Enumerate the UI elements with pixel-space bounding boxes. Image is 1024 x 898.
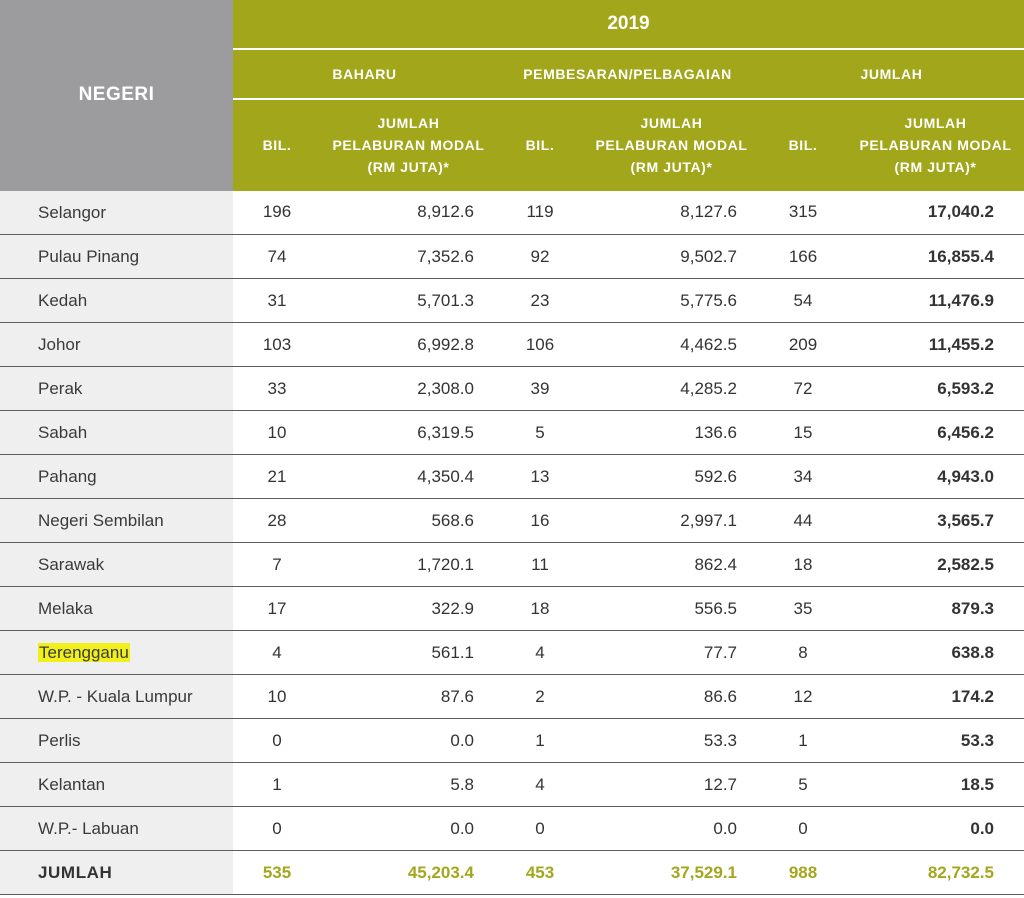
- state-name: Pahang: [0, 455, 233, 499]
- baharu-bil-cell: 535: [233, 851, 321, 895]
- pembesaran-modal-cell: 37,529.1: [584, 851, 759, 895]
- state-name: W.P.- Labuan: [0, 807, 233, 851]
- jumlah-modal-cell: 53.3: [847, 719, 1024, 763]
- table-row: [0, 499, 1024, 543]
- pembesaran-bil-cell: 16: [496, 499, 584, 543]
- table-row: [0, 543, 1024, 587]
- state-name: Kedah: [0, 279, 233, 323]
- jumlah-bil-cell: 15: [759, 411, 847, 455]
- jumlah-modal-cell: 16,855.4: [847, 235, 1024, 279]
- baharu-bil-cell: 0: [233, 719, 321, 763]
- jumlah-modal-cell: 3,565.7: [847, 499, 1024, 543]
- jumlah-bil-cell: 12: [759, 675, 847, 719]
- group-header-baharu: BAHARU: [233, 49, 496, 99]
- baharu-modal-cell: 5,701.3: [321, 279, 496, 323]
- table-row: [0, 455, 1024, 499]
- baharu-bil-cell: 1: [233, 763, 321, 807]
- jumlah-modal-cell: 17,040.2: [847, 191, 1024, 235]
- table-row: [0, 235, 1024, 279]
- jumlah-modal-cell: 638.8: [847, 631, 1024, 675]
- jumlah-modal-cell: 4,943.0: [847, 455, 1024, 499]
- baharu-modal-cell: 1,720.1: [321, 543, 496, 587]
- baharu-modal-cell: 568.6: [321, 499, 496, 543]
- pembesaran-modal-cell: 556.5: [584, 587, 759, 631]
- total-label: JUMLAH: [0, 851, 233, 895]
- baharu-modal-cell: 0.0: [321, 719, 496, 763]
- jumlah-bil-cell: 18: [759, 543, 847, 587]
- pembesaran-bil-cell: 453: [496, 851, 584, 895]
- group-header-jumlah: JUMLAH: [759, 49, 1024, 99]
- pembesaran-modal-cell: 4,462.5: [584, 323, 759, 367]
- jumlah-bil-cell: 54: [759, 279, 847, 323]
- table-row: [0, 191, 1024, 235]
- bil-header: BIL.: [233, 99, 321, 190]
- modal-header-line: JUMLAH: [904, 115, 967, 132]
- pembesaran-modal-cell: 53.3: [584, 719, 759, 763]
- baharu-modal-cell: 6,992.8: [321, 323, 496, 367]
- pembesaran-bil-cell: 119: [496, 191, 584, 235]
- baharu-bil-cell: 196: [233, 191, 321, 235]
- jumlah-modal-cell: 18.5: [847, 763, 1024, 807]
- jumlah-bil-cell: 315: [759, 191, 847, 235]
- state-name: [0, 631, 233, 675]
- baharu-modal-cell: 561.1: [321, 631, 496, 675]
- pembesaran-modal-cell: 862.4: [584, 543, 759, 587]
- state-name: Pulau Pinang: [0, 235, 233, 279]
- jumlah-bil-cell: 5: [759, 763, 847, 807]
- table-row: [0, 807, 1024, 851]
- table-row: [0, 279, 1024, 323]
- baharu-modal-cell: 87.6: [321, 675, 496, 719]
- jumlah-bil-cell: 72: [759, 367, 847, 411]
- baharu-modal-cell: 4,350.4: [321, 455, 496, 499]
- pembesaran-modal-cell: 4,285.2: [584, 367, 759, 411]
- state-name: Johor: [0, 323, 233, 367]
- baharu-bil-cell: 21: [233, 455, 321, 499]
- modal-header-line: (RM JUTA)*: [630, 159, 713, 176]
- jumlah-modal-cell: 82,732.5: [847, 851, 1024, 895]
- modal-header: [321, 99, 496, 190]
- modal-header-line: (RM JUTA)*: [894, 159, 977, 176]
- state-name: W.P. - Kuala Lumpur: [0, 675, 233, 719]
- year-header: 2019: [233, 0, 1024, 49]
- modal-header: [584, 99, 759, 190]
- baharu-bil-cell: 10: [233, 411, 321, 455]
- jumlah-modal-cell: 11,455.2: [847, 323, 1024, 367]
- jumlah-bil-cell: 35: [759, 587, 847, 631]
- baharu-bil-cell: 28: [233, 499, 321, 543]
- pembesaran-bil-cell: 4: [496, 631, 584, 675]
- table-row: [0, 411, 1024, 455]
- baharu-modal-cell: 5.8: [321, 763, 496, 807]
- baharu-modal-cell: 7,352.6: [321, 235, 496, 279]
- baharu-bil-cell: 0: [233, 807, 321, 851]
- modal-header-line: JUMLAH: [377, 115, 440, 132]
- jumlah-bil-cell: 209: [759, 323, 847, 367]
- table-row: [0, 719, 1024, 763]
- jumlah-bil-cell: 166: [759, 235, 847, 279]
- state-name: Perak: [0, 367, 233, 411]
- pembesaran-bil-cell: 0: [496, 807, 584, 851]
- baharu-bil-cell: 74: [233, 235, 321, 279]
- baharu-modal-cell: 8,912.6: [321, 191, 496, 235]
- pembesaran-bil-cell: 5: [496, 411, 584, 455]
- baharu-modal-cell: 0.0: [321, 807, 496, 851]
- jumlah-modal-cell: 2,582.5: [847, 543, 1024, 587]
- baharu-bil-cell: 17: [233, 587, 321, 631]
- state-name: Kelantan: [0, 763, 233, 807]
- modal-header-line: PELABURAN MODAL: [332, 137, 485, 154]
- pembesaran-modal-cell: 77.7: [584, 631, 759, 675]
- baharu-bil-cell: 10: [233, 675, 321, 719]
- state-name: Melaka: [0, 587, 233, 631]
- pembesaran-bil-cell: 13: [496, 455, 584, 499]
- modal-header-line: PELABURAN MODAL: [595, 137, 748, 154]
- table-row: [0, 367, 1024, 411]
- pembesaran-bil-cell: 18: [496, 587, 584, 631]
- table-row: [0, 587, 1024, 631]
- baharu-bil-cell: 7: [233, 543, 321, 587]
- jumlah-modal-cell: 879.3: [847, 587, 1024, 631]
- pembesaran-modal-cell: 8,127.6: [584, 191, 759, 235]
- jumlah-modal-cell: 11,476.9: [847, 279, 1024, 323]
- highlighted-state-name: Terengganu: [39, 642, 129, 662]
- jumlah-bil-cell: 1: [759, 719, 847, 763]
- bil-header: BIL.: [759, 99, 847, 190]
- baharu-modal-cell: 45,203.4: [321, 851, 496, 895]
- modal-header-line: JUMLAH: [640, 115, 703, 132]
- modal-header-line: PELABURAN MODAL: [859, 137, 1012, 154]
- pembesaran-modal-cell: 592.6: [584, 455, 759, 499]
- pembesaran-modal-cell: 136.6: [584, 411, 759, 455]
- baharu-bil-cell: 4: [233, 631, 321, 675]
- group-header-pembesaran: PEMBESARAN/PELBAGAIAN: [496, 49, 759, 99]
- jumlah-modal-cell: 174.2: [847, 675, 1024, 719]
- pembesaran-modal-cell: 0.0: [584, 807, 759, 851]
- table-row: [0, 763, 1024, 807]
- modal-header: [847, 99, 1024, 190]
- table-row: [0, 323, 1024, 367]
- jumlah-bil-cell: 34: [759, 455, 847, 499]
- jumlah-bil-cell: 8: [759, 631, 847, 675]
- table-body: [0, 191, 1024, 895]
- jumlah-bil-cell: 44: [759, 499, 847, 543]
- jumlah-bil-cell: 0: [759, 807, 847, 851]
- pembesaran-bil-cell: 23: [496, 279, 584, 323]
- pembesaran-modal-cell: 9,502.7: [584, 235, 759, 279]
- jumlah-modal-cell: 6,593.2: [847, 367, 1024, 411]
- jumlah-modal-cell: 0.0: [847, 807, 1024, 851]
- pembesaran-bil-cell: 39: [496, 367, 584, 411]
- baharu-modal-cell: 6,319.5: [321, 411, 496, 455]
- total-row: [0, 851, 1024, 895]
- pembesaran-bil-cell: 1: [496, 719, 584, 763]
- state-name: Perlis: [0, 719, 233, 763]
- baharu-modal-cell: 322.9: [321, 587, 496, 631]
- pembesaran-modal-cell: 12.7: [584, 763, 759, 807]
- pembesaran-bil-cell: 92: [496, 235, 584, 279]
- pembesaran-bil-cell: 106: [496, 323, 584, 367]
- pembesaran-bil-cell: 4: [496, 763, 584, 807]
- pembesaran-modal-cell: 2,997.1: [584, 499, 759, 543]
- bil-header: BIL.: [496, 99, 584, 190]
- jumlah-modal-cell: 6,456.2: [847, 411, 1024, 455]
- pembesaran-modal-cell: 5,775.6: [584, 279, 759, 323]
- table-row: [0, 631, 1024, 675]
- modal-header-line: (RM JUTA)*: [367, 159, 450, 176]
- baharu-bil-cell: 33: [233, 367, 321, 411]
- negeri-header: NEGERI: [0, 0, 233, 191]
- pembesaran-modal-cell: 86.6: [584, 675, 759, 719]
- baharu-bil-cell: 31: [233, 279, 321, 323]
- jumlah-bil-cell: 988: [759, 851, 847, 895]
- state-name: Negeri Sembilan: [0, 499, 233, 543]
- state-name: Selangor: [0, 191, 233, 235]
- baharu-modal-cell: 2,308.0: [321, 367, 496, 411]
- state-name: Sabah: [0, 411, 233, 455]
- baharu-bil-cell: 103: [233, 323, 321, 367]
- table-row: [0, 675, 1024, 719]
- pembesaran-bil-cell: 11: [496, 543, 584, 587]
- state-name: Sarawak: [0, 543, 233, 587]
- pembesaran-bil-cell: 2: [496, 675, 584, 719]
